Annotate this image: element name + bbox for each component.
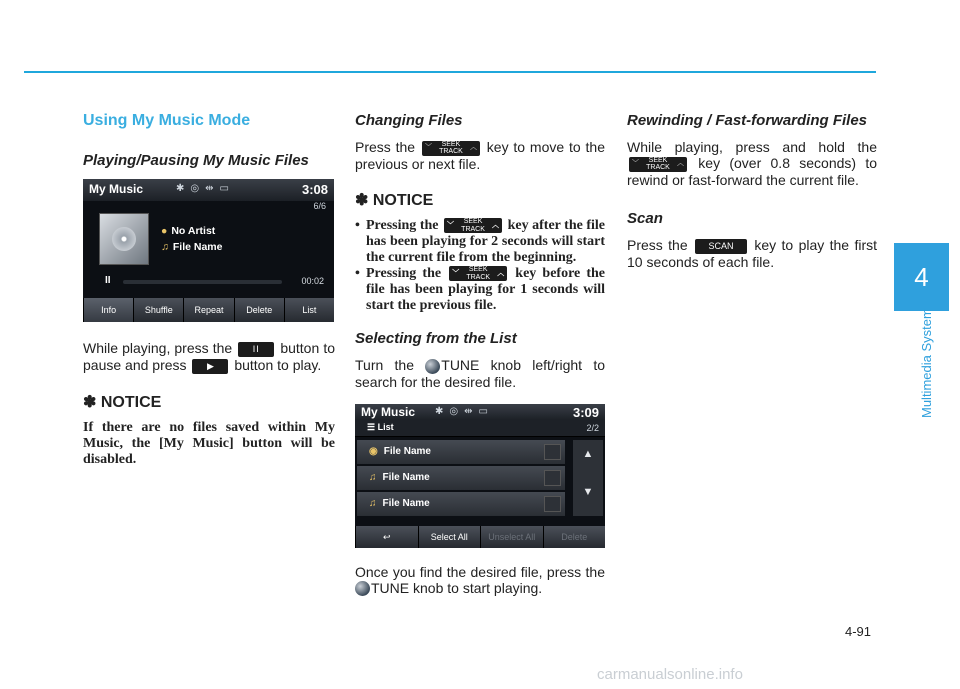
watermark: carmanualsonline.info xyxy=(597,666,743,683)
repeat-button[interactable]: Repeat xyxy=(183,298,233,322)
column-3 xyxy=(627,108,877,270)
column-2 xyxy=(355,108,605,596)
subheading-rewinding: Rewinding / Fast-forwarding Files xyxy=(627,112,868,129)
my-music-list-screen xyxy=(355,404,605,548)
status-icons xyxy=(176,183,235,194)
screen-title: My Music xyxy=(89,182,144,196)
subheading-selecting-list: Selecting from the List xyxy=(355,329,517,347)
elapsed-time: 00:02 xyxy=(301,276,324,286)
scan-key-icon: SCAN xyxy=(695,239,747,254)
screen-clock: 3:09 xyxy=(572,404,599,420)
notice-text: If there are no files saved within My Music, the [My Music] button will be disabled. xyxy=(83,419,335,467)
tune-knob-icon xyxy=(355,581,370,596)
delete-button[interactable]: Delete xyxy=(234,298,284,322)
page-number: 4-91 xyxy=(845,624,872,639)
track-count: 6/6 xyxy=(313,201,326,211)
list-button[interactable]: List xyxy=(284,298,334,322)
seek-track-key-icon: ﹀ SEEK TRACK ︿ xyxy=(422,141,480,156)
unselect-all-button[interactable]: Unselect All xyxy=(480,526,543,548)
file-name: File Name xyxy=(172,241,223,253)
chapter-tab: 4 xyxy=(894,243,949,311)
rewinding-text: While playing, press and hold the ﹀ SEEK TRACK ︿ key (over 0.8 seconds) to rewind or fast-forward the current file. xyxy=(627,139,878,188)
pause-key-icon: II xyxy=(238,342,274,357)
shuffle-button[interactable]: Shuffle xyxy=(133,298,183,322)
chapter-side-label: Multimedia System xyxy=(919,308,934,418)
music-note-icon: ♫ xyxy=(161,241,169,253)
album-art-cd-icon xyxy=(99,213,149,265)
usb-icon: ⇹ xyxy=(464,405,479,417)
disc-icon: ◎ xyxy=(449,405,465,417)
progress-bar xyxy=(123,280,282,284)
artist-name: No Artist xyxy=(171,225,216,237)
battery-icon: ▭ xyxy=(478,405,494,417)
changing-files-text: Press the ﹀ SEEK TRACK ︿ key to move to the previous or next file. xyxy=(355,139,605,172)
my-music-screen xyxy=(83,179,334,322)
file-line xyxy=(161,241,222,253)
screen-button-bar xyxy=(355,526,605,548)
scroll-down-icon[interactable]: ▼ xyxy=(582,485,594,498)
screen-button-bar xyxy=(83,298,334,322)
select-all-button[interactable]: Select All xyxy=(418,526,481,548)
subheading-scan: Scan xyxy=(627,209,663,227)
notice-item: • Pressing the ﹀ SEEK TRACK ︿ key before the file has been playing for 1 seconds will start the previous file. xyxy=(355,266,605,314)
screen-title: My Music xyxy=(361,404,416,419)
list-label: ☰ List xyxy=(367,421,394,432)
notice-list xyxy=(355,218,605,314)
play-key-icon: ▶ xyxy=(192,359,228,374)
bluetooth-icon: ✱ xyxy=(176,183,191,194)
checkbox[interactable] xyxy=(544,496,561,512)
pause-play-text: While playing, press the II button to pause and press ▶ button to play. xyxy=(83,340,335,373)
back-button[interactable]: ↩ xyxy=(355,526,418,548)
bluetooth-icon: ✱ xyxy=(435,405,450,417)
subheading-changing-files: Changing Files xyxy=(355,112,463,129)
list-item[interactable]: ♫ File Name xyxy=(357,492,565,516)
status-icons xyxy=(435,406,494,417)
artist-line xyxy=(161,225,215,237)
music-note-icon: ♫ xyxy=(369,497,377,509)
notice-heading: ✽ NOTICE xyxy=(83,393,162,411)
checkbox[interactable] xyxy=(544,470,561,486)
file-list xyxy=(357,440,565,518)
checkbox[interactable] xyxy=(544,444,561,460)
tune-knob-icon xyxy=(425,359,440,374)
scan-text: Press the SCAN key to play the first 10 seconds of each file. xyxy=(627,236,878,270)
play-circle-icon: ◉ xyxy=(369,445,378,457)
scroll-column xyxy=(573,440,603,516)
page-count: 2/2 xyxy=(586,422,599,433)
top-rule xyxy=(24,71,876,73)
start-playing-text: Once you find the desired file, press the TUNE knob to start playing. xyxy=(355,563,605,596)
subheading-playing-pausing: Playing/Pausing My Music Files xyxy=(83,152,309,169)
seek-track-key-icon: ﹀ SEEK TRACK ︿ xyxy=(449,266,507,281)
delete-button[interactable]: Delete xyxy=(543,526,606,548)
info-button[interactable]: Info xyxy=(83,298,133,322)
seek-track-key-icon: ﹀ SEEK TRACK ︿ xyxy=(629,157,687,172)
screen-clock: 3:08 xyxy=(301,182,328,197)
notice-heading-2: ✽ NOTICE xyxy=(355,191,434,209)
list-icon: ☰ xyxy=(367,421,378,432)
person-icon: ● xyxy=(161,225,168,237)
notice-item: • Pressing the ﹀ SEEK TRACK ︿ key after the file has been playing for 2 seconds will start the current file from the beginning. xyxy=(355,218,605,266)
section-heading: Using My Music Mode xyxy=(83,112,251,129)
pause-icon[interactable]: II xyxy=(105,275,111,286)
scroll-up-icon[interactable]: ▲ xyxy=(582,447,594,460)
list-item[interactable]: ♫ File Name xyxy=(357,466,565,490)
seek-track-key-icon: ﹀ SEEK TRACK ︿ xyxy=(444,218,502,233)
music-note-icon: ♫ xyxy=(369,471,377,483)
list-item[interactable]: ◉ File Name xyxy=(357,440,565,464)
selecting-list-text: Turn the TUNE knob left/right to search for the desired file. xyxy=(355,356,605,390)
disc-icon: ◎ xyxy=(190,183,206,194)
battery-icon: ▭ xyxy=(219,183,235,194)
usb-icon: ⇹ xyxy=(205,183,220,194)
column-1 xyxy=(83,108,335,468)
